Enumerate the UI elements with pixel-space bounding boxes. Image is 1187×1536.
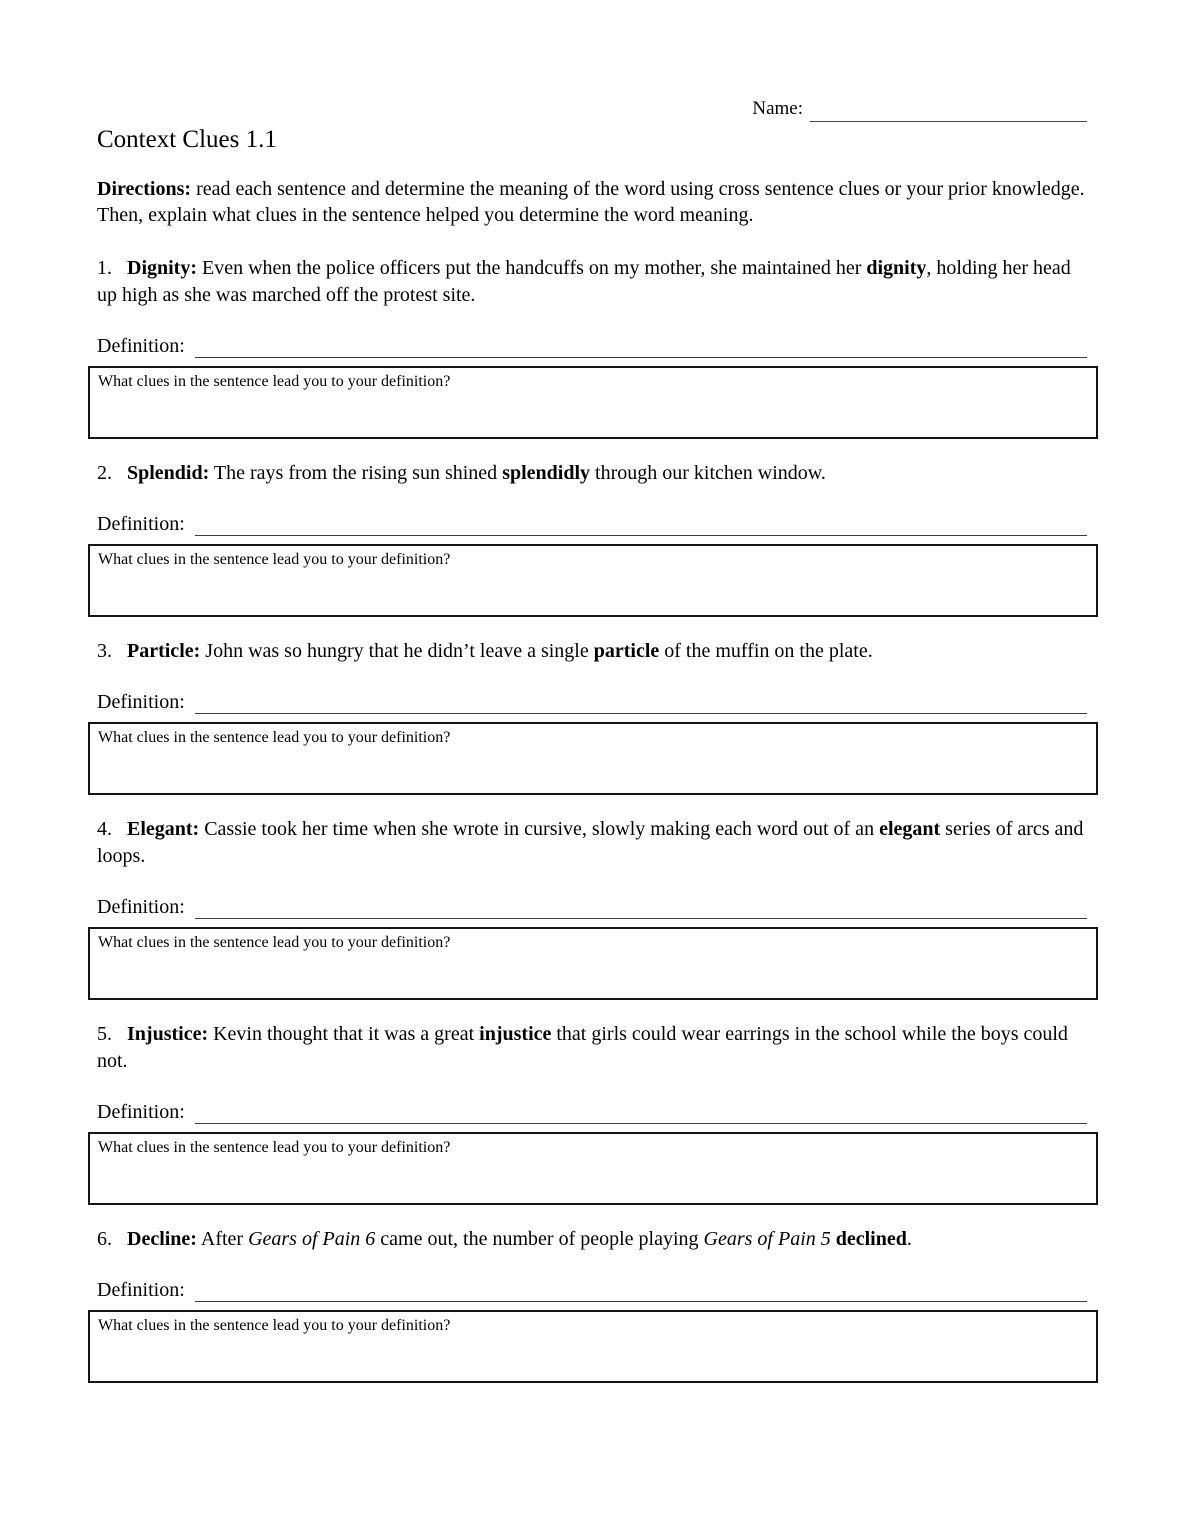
question-sentence: [97, 255, 1087, 309]
question-item-6: [97, 1226, 1087, 1383]
definition-label: Definition:: [97, 1279, 185, 1301]
items-list: [97, 255, 1087, 1383]
clue-prompt: What clues in the sentence lead you to your definition?: [98, 373, 451, 390]
question-number: 3.: [97, 640, 112, 662]
definition-input-line[interactable]: [195, 898, 1087, 919]
question-number: 6.: [97, 1228, 112, 1250]
clue-prompt: What clues in the sentence lead you to your definition?: [98, 1317, 451, 1334]
name-row: [97, 96, 1087, 122]
clue-box[interactable]: [88, 927, 1098, 1000]
definition-row: [97, 1100, 1087, 1124]
question-item-5: [97, 1021, 1087, 1205]
definition-input-line[interactable]: [195, 337, 1087, 358]
definition-input-line[interactable]: [195, 515, 1087, 536]
question-item-1: [97, 255, 1087, 439]
sentence-segment: Gears of Pain 5: [703, 1228, 831, 1250]
clue-box[interactable]: [88, 722, 1098, 795]
clue-box[interactable]: [88, 366, 1098, 439]
clue-box[interactable]: [88, 544, 1098, 617]
sentence-segment: injustice: [479, 1023, 552, 1045]
definition-row: [97, 690, 1087, 714]
definition-label: Definition:: [97, 896, 185, 918]
question-sentence: [97, 816, 1087, 870]
name-label: Name:: [752, 98, 803, 119]
directions-label: Directions:: [97, 178, 192, 200]
sentence-segment: splendidly: [502, 462, 591, 484]
definition-label: Definition:: [97, 1101, 185, 1123]
sentence-segment: Kevin thought that it was a great: [208, 1023, 480, 1045]
sentence-segment: Particle:: [127, 640, 201, 662]
clue-prompt: What clues in the sentence lead you to your definition?: [98, 729, 451, 746]
page-title: Context Clues 1.1: [97, 126, 277, 153]
question-item-2: [97, 460, 1087, 617]
sentence-segment: Cassie took her time when she wrote in cursive, slowly making each word out of an: [199, 818, 880, 840]
question-number: 5.: [97, 1023, 112, 1045]
sentence-segment: of the muffin on the plate.: [659, 640, 873, 662]
sentence-segment: Injustice:: [127, 1023, 209, 1045]
sentence-segment: Elegant:: [127, 818, 200, 840]
directions: [97, 176, 1095, 228]
sentence-segment: Splendid:: [127, 462, 210, 484]
name-input-line[interactable]: [810, 101, 1087, 122]
sentence-segment: elegant: [879, 818, 941, 840]
clue-prompt: What clues in the sentence lead you to your definition?: [98, 551, 451, 568]
definition-input-line[interactable]: [195, 1103, 1087, 1124]
clue-box[interactable]: [88, 1132, 1098, 1205]
question-number: 1.: [97, 257, 112, 279]
sentence-segment: dignity: [866, 257, 927, 279]
definition-label: Definition:: [97, 691, 185, 713]
sentence-segment: The rays from the rising sun shined: [209, 462, 503, 484]
sentence-segment: particle: [593, 640, 660, 662]
question-sentence: [97, 638, 1087, 665]
question-sentence: [97, 460, 1087, 487]
definition-row: [97, 1278, 1087, 1302]
definition-row: [97, 512, 1087, 536]
sentence-segment: After: [196, 1228, 249, 1250]
clue-box[interactable]: [88, 1310, 1098, 1383]
directions-text: read each sentence and determine the meaning of the word using cross sentence clues or your prior knowledge. Then, explain what clues in the sentence helped you determine the word meaning.: [97, 178, 1095, 226]
question-item-3: [97, 638, 1087, 795]
question-item-4: [97, 816, 1087, 1000]
definition-row: [97, 334, 1087, 358]
sentence-segment: Dignity:: [127, 257, 197, 279]
sentence-segment: Even when the police officers put the handcuffs on my mother, she maintained her: [197, 257, 867, 279]
sentence-segment: series of arcs and loops.: [97, 818, 1089, 867]
definition-row: [97, 895, 1087, 919]
question-sentence: [97, 1226, 1087, 1253]
sentence-segment: .: [906, 1228, 912, 1250]
question-number: 2.: [97, 462, 112, 484]
sentence-segment: John was so hungry that he didn’t leave a single: [200, 640, 594, 662]
definition-label: Definition:: [97, 335, 185, 357]
sentence-segment: , holding her head up high as she was marched off the protest site.: [97, 257, 1076, 306]
definition-label: Definition:: [97, 513, 185, 535]
clue-prompt: What clues in the sentence lead you to your definition?: [98, 934, 451, 951]
sentence-segment: through our kitchen window.: [590, 462, 826, 484]
question-number: 4.: [97, 818, 112, 840]
clue-prompt: What clues in the sentence lead you to your definition?: [98, 1139, 451, 1156]
sentence-segment: Gears of Pain 6: [248, 1228, 376, 1250]
sentence-segment: declined: [835, 1228, 907, 1250]
sentence-segment: Decline:: [127, 1228, 197, 1250]
question-sentence: [97, 1021, 1087, 1075]
definition-input-line[interactable]: [195, 1281, 1087, 1302]
definition-input-line[interactable]: [195, 693, 1087, 714]
sentence-segment: came out, the number of people playing: [375, 1228, 704, 1250]
sentence-segment: that girls could wear earrings in the school while the boys could not.: [97, 1023, 1073, 1072]
